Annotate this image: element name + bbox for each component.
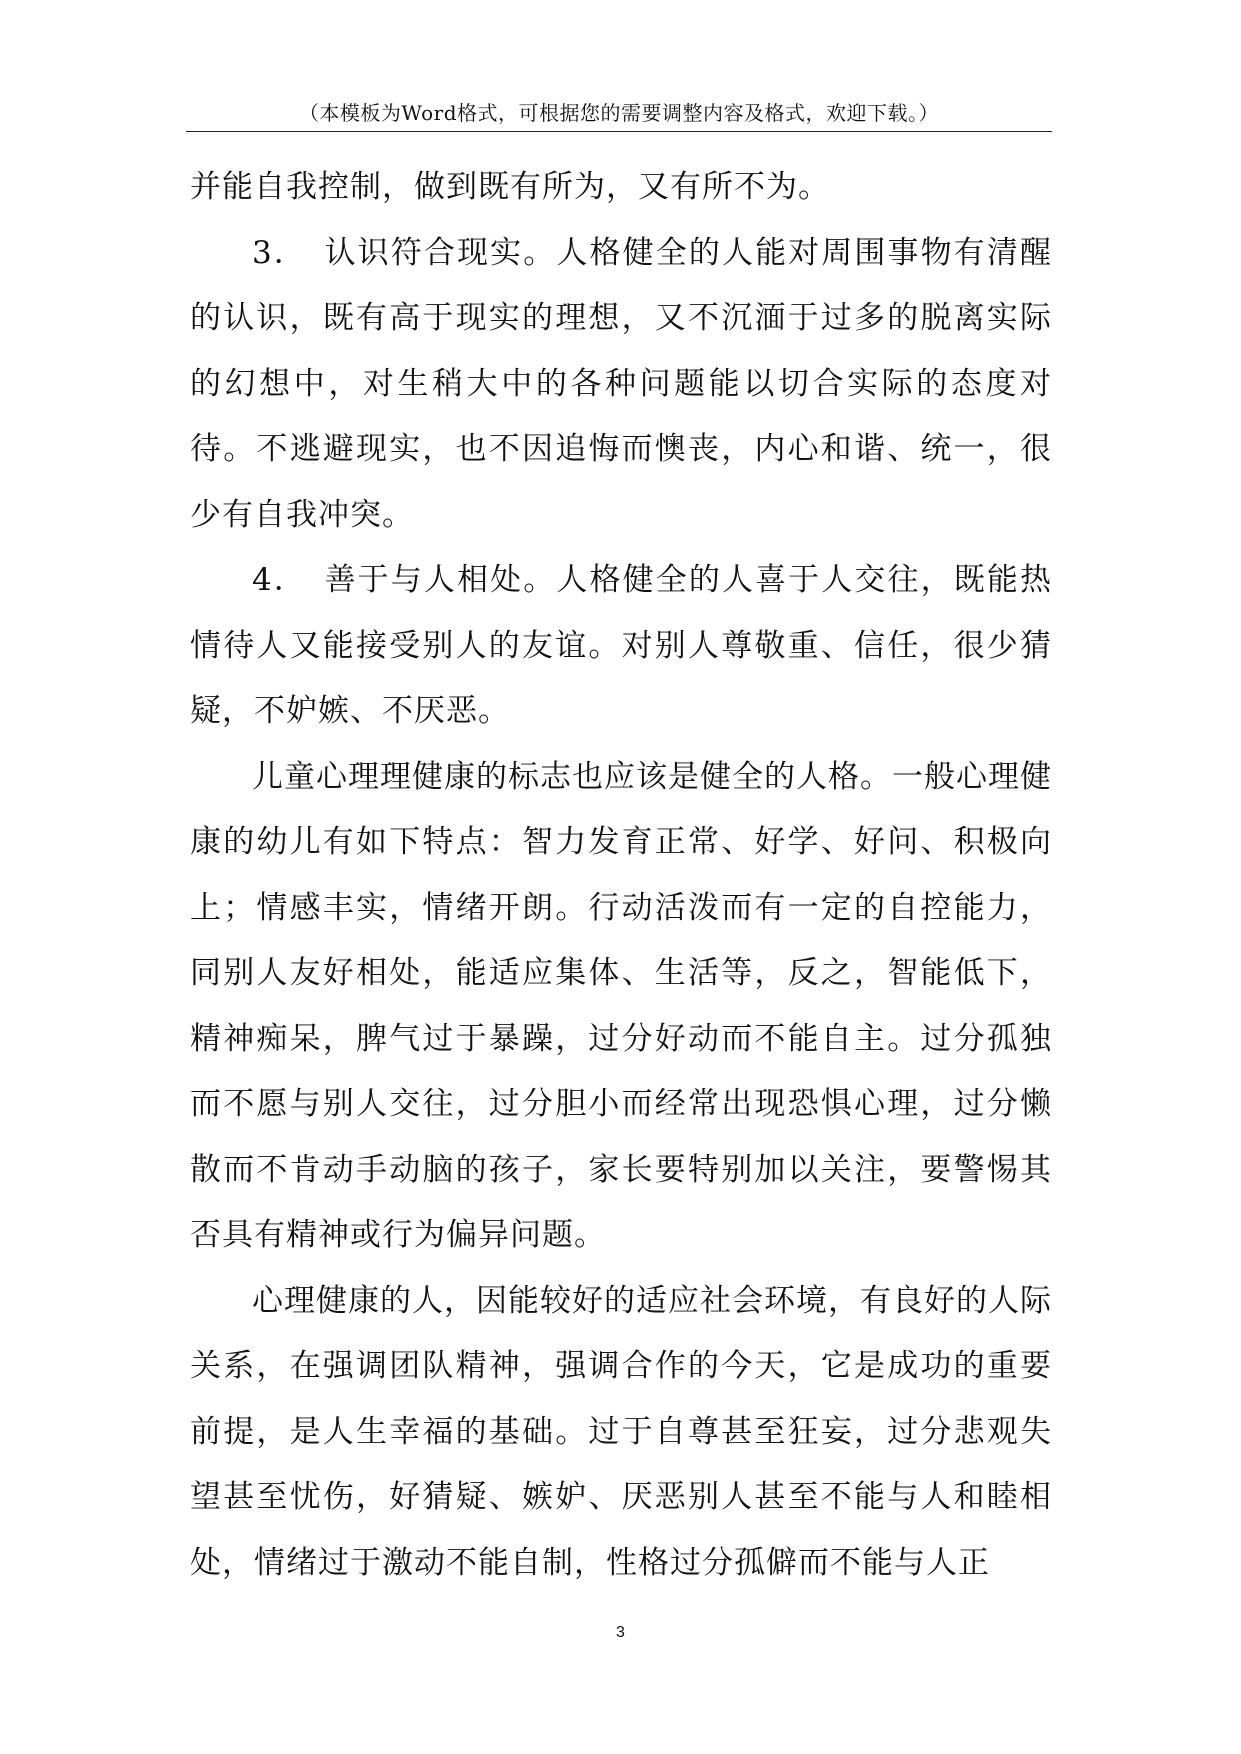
- document-body: [190, 155, 1052, 1596]
- paragraph-item-3: 3． 认识符合现实。人格健全的人能对周围事物有清醒的认识，既有高于现实的理想，又不沉湎于过多的脱离实际的幻想中，对生稍大中的各种问题能以切合实际的态度对待。不逃避现实，也不因追悔而懊丧，内心和谐、统一，很少有自我冲突。: [190, 234, 1052, 533]
- template-note-header: （本模板为Word格式，可根据您的需要调整内容及格式，欢迎下载。）: [298, 101, 940, 125]
- page-number: 3: [616, 1624, 625, 1641]
- paragraph-item-4: 4． 善于与人相处。人格健全的人喜于人交往，既能热情待人又能接受别人的友谊。对别人尊敬重、信任，很少猜疑，不妒嫉、不厌恶。: [190, 562, 1052, 729]
- paragraph-child-mental-health: 儿童心理理健康的标志也应该是健全的人格。一般心理健康的幼儿有如下特点：智力发育正常、好学、好问、积极向上；情感丰实，情绪开朗。行动活泼而有一定的自控能力，同别人友好相处，能适应集体、生活等，反之，智能低下，精神痴呆，脾气过于暴躁，过分好动而不能自主。过分孤独而不愿与别人交往，过分胆小而经常出现恐惧心理，过分懒散而不肯动手动脑的孩子，家长要特别加以关注，要警惕其否具有精神或行为偏异问题。: [190, 758, 1052, 1253]
- paragraph-mental-health-importance: 心理健康的人，因能较好的适应社会环境，有良好的人际关系，在强调团队精神，强调合作的今天，它是成功的重要前提，是人生幸福的基础。过于自尊甚至狂妄，过分悲观失望甚至忧伤，好猜疑、嫉妒、厌恶别人甚至不能与人和睦相处，情绪过于激动不能自制，性格过分孤僻而不能与人正: [190, 1282, 1052, 1581]
- paragraph-continuation: 并能自我控制，做到既有所为，又有所不为。: [190, 169, 830, 205]
- header-divider: [186, 131, 1052, 132]
